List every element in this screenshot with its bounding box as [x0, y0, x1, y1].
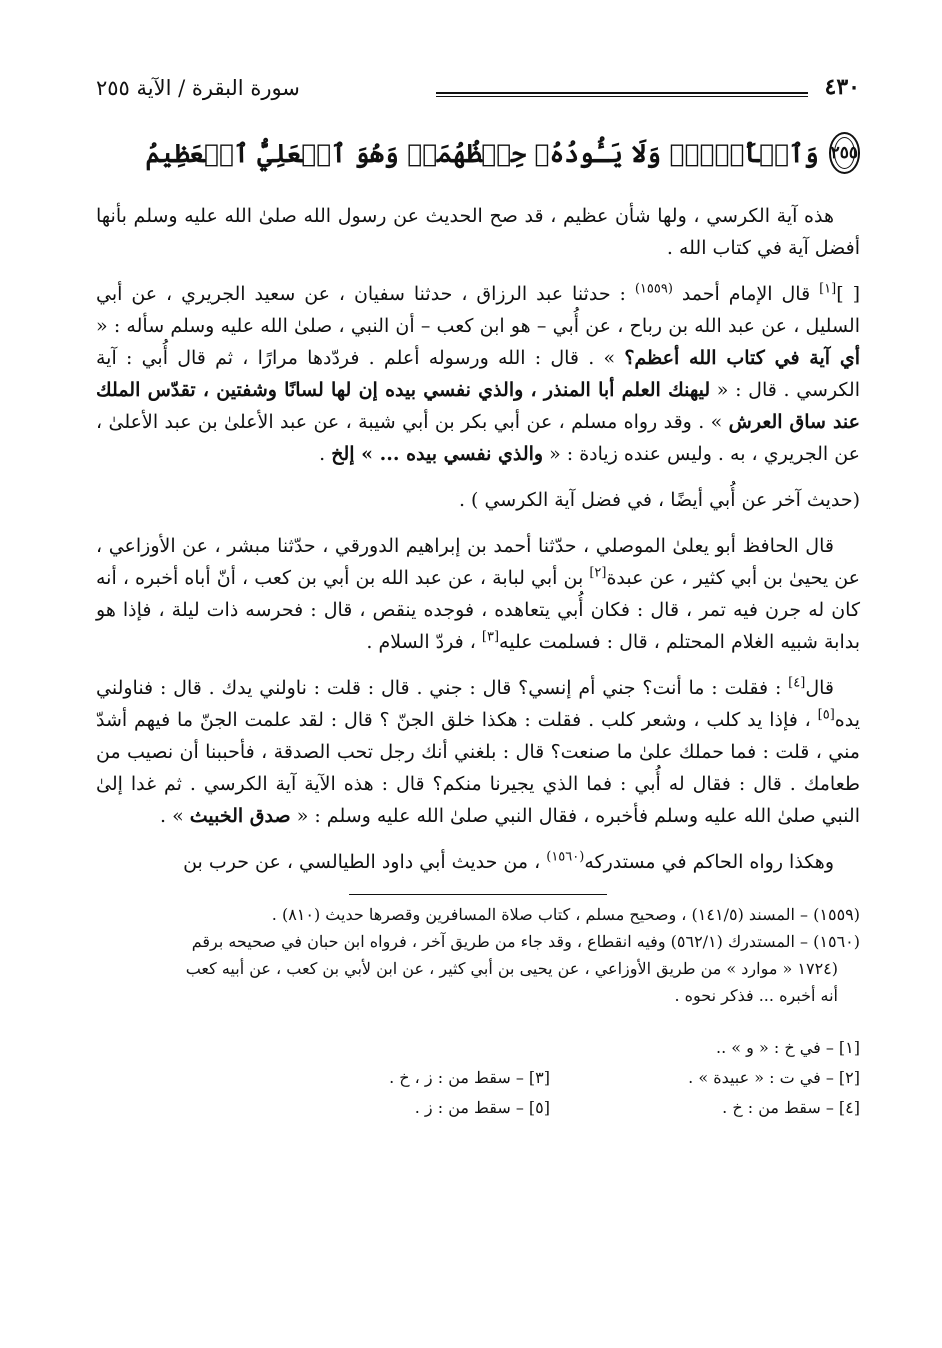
footnote-1560-line-2: (١٧٢٤ « موارد » من طريق الأوزاعي ، عن يحيى بن أبي كثير ، عن ابن لأبي بن كعب ، عن أبيه كعب: [185, 959, 838, 978]
text-run: » . وقد رواه مسلم ، عن أبي بكر بن أبي شيبة ، عن عبد الأعلىٰ بن عبد الأعلىٰ ، عن الجريري ، به . وليس عنده زيادة : «: [96, 411, 860, 465]
variant-note: [٤] – سقط من : خ .: [722, 1098, 860, 1117]
book-page: [96, 60, 860, 1308]
hadith-quote: ليهنك العلم أبا المنذر ، والذي نفسي بيده إن لها لسانًا وشفتين ، تقدّس الملك عند ساق العرش: [96, 379, 860, 433]
text-run: ، فإذا يد كلب ، وشعر كلب . فقلت : هكذا خلق الجنّ ؟ قال : لقد علمت الجنّ ما فيهم أشدّ مني ، قلت : فما حملك علىٰ ما صنعت؟ قال : بلغني أنك رجل تحب الصدقة ، فأحببنا أن نصيب من طعامك . قال : فقال له أُبي : فما الذي يجيرنا منكم؟ قال : هذه الآية آية الكرسي . ثم غدا إلىٰ النبي صلىٰ الله عليه وسلم فأخبره ، فقال النبي صلىٰ الله عليه وسلم : «: [96, 709, 860, 827]
text-run: قال: [805, 677, 834, 699]
variant-ref: [٣]: [481, 629, 500, 645]
text-run: » . قال : الله ورسوله أعلم . فردّدها مرارًا ، ثم قال أُبي : آية الكرسي . قال : «: [96, 347, 860, 401]
text-run: .: [319, 443, 332, 465]
footnote-1559: (١٥٥٩) – المسند (١٤١/٥) ، وصحيح مسلم ، كتاب صلاة المسافرين وقصرها حديث (٨١٠) .: [271, 905, 860, 924]
variant-note: [٣] – سقط من : ز ، خ .: [389, 1068, 550, 1087]
page-number: ٤٣٠: [824, 74, 860, 100]
footnote-ref: (١٥٦٠): [546, 849, 585, 865]
footnote-ref: (١٥٥٩): [634, 281, 673, 297]
section-note: (حديث آخر عن أُبي أيضًا ، في فضل آية الكرسي ) .: [458, 489, 860, 511]
hadith-quote: أي آية في كتاب الله أعظم؟: [624, 347, 860, 369]
text-run: » .: [159, 805, 190, 827]
hadith-paragraph-2: [96, 530, 860, 658]
variant-ref: [٤]: [788, 675, 806, 691]
hadith-quote: صدق الخبيث: [189, 805, 291, 827]
text-run: ، فردّ السلام .: [366, 631, 482, 653]
variant-ref: [٥]: [817, 707, 835, 723]
text-run: ، من حديث أبي داود الطيالسي ، عن حرب بن: [183, 851, 547, 873]
verse-text: وَٱلۡأَرۡضَۖ وَلَا يَـُٔودُهُۥ حِفۡظُهُمَاۚ وَهُوَ ٱلۡعَلِيُّ ٱلۡعَظِيمُ: [145, 138, 819, 168]
bracket-mark: [ ]: [836, 283, 860, 305]
text-run: قال الحافظ أبو يعلىٰ الموصلي ، حدّثنا أحمد بن إبراهيم الدورقي ، حدّثنا مبشر ، عن الأوزاعي ، عن يحيىٰ بن أبي كثير ، عن عبدة: [96, 535, 860, 589]
intro-paragraph: هذه آية الكرسي ، ولها شأن عظيم ، قد صح الحديث عن رسول الله صلىٰ الله عليه وسلم بأنها أفضل آية في كتاب الله .: [96, 205, 860, 259]
text-run: قال الإمام أحمد: [672, 283, 820, 305]
text-run: : فقلت : ما أنت؟ جني أم إنسي؟ قال : جني . قال : قلت : ناولني يدك . قال : فناولني يده: [96, 677, 860, 731]
verse-number-medallion: [829, 132, 860, 174]
variant-note: [٥] – سقط من : ز .: [414, 1098, 550, 1117]
hadith-paragraph-4: [96, 846, 860, 878]
running-title: سورة البقرة / الآية ٢٥٥: [96, 76, 300, 100]
text-run: وهكذا رواه الحاكم في مستدركه: [584, 851, 834, 873]
text-run: بن أبي لبابة ، عن عبد الله بن أبي بن كعب ، أنّ أباه أخبره ، أنه كان له جرن فيه تمر ، قال : فكان أُبي يتعاهده ، فوجده ينقص ، قال : فحرسه ذات ليلة ، فإذا هو بدابة شبيه الغلام المحتلم ، قال : فسلمت عليه: [96, 567, 860, 653]
header-rule: [436, 92, 808, 97]
variant-ref: [٢]: [589, 565, 607, 581]
hadith-quote: والذي نفسي بيده ... » إلخ: [331, 443, 544, 465]
variant-note: [١] – في خ : « و » ..: [716, 1038, 860, 1057]
verse-number: ٢٥٥: [830, 143, 858, 163]
manuscript-variants: [240, 1035, 860, 1121]
variant-ref: [١]: [819, 281, 837, 297]
hadith-paragraph-3: [96, 672, 860, 832]
text-run: : حدثنا عبد الرزاق ، حدثنا سفيان ، عن سعيد الجريري ، عن أبي السليل ، عن عبد الله بن رباح ، عن أُبي – هو ابن كعب – أن النبي ، صلىٰ الله عليه وسلم سأله : «: [96, 283, 860, 337]
footnote-1560-line-1: (١٥٦٠) – المستدرك (٥٦٢/١) وفيه انقطاع ، وقد جاء من طريق آخر ، فرواه ابن حبان في صحيحه برقم: [191, 932, 860, 951]
footnote-separator: [349, 894, 607, 895]
hadith-paragraph-1: [96, 278, 860, 470]
quran-verse: [96, 132, 860, 174]
variant-note: [٢] – في ت : « عبيدة » .: [688, 1068, 860, 1087]
footnote-1560-line-3: أنه أخبره ... فذكر نحوه .: [674, 986, 838, 1005]
page-header: [96, 60, 860, 100]
